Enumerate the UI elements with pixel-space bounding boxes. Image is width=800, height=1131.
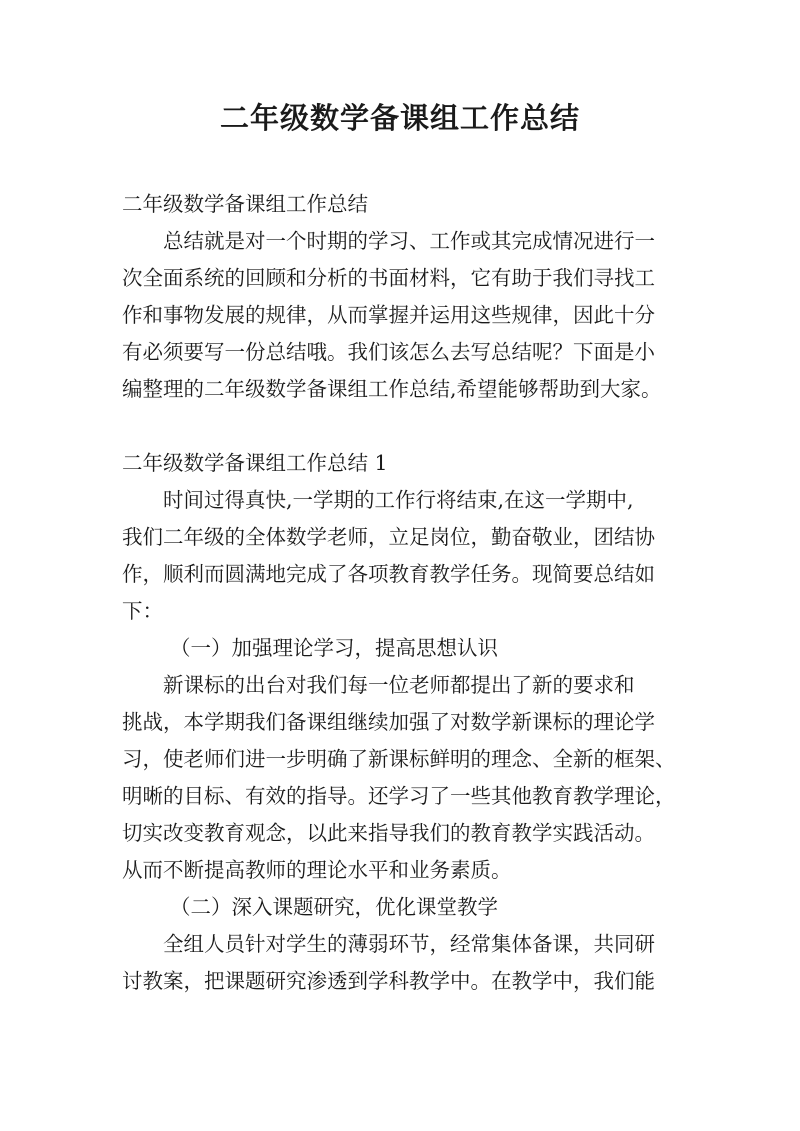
text-line: 时间过得真快,一学期的工作行将结束,在这一学期中, (163, 488, 634, 512)
text-line: 编整理的二年级数学备课组工作总结,希望能够帮助到大家。 (122, 377, 662, 401)
document-body (122, 186, 682, 1000)
text-line: 习，使老师们进一步明确了新课标鲜明的理念、全新的框架、 (122, 747, 676, 771)
text-line: 全组人员针对学生的薄弱环节，经常集体备课，共同研 (163, 932, 655, 956)
text-line: 挑战，本学期我们备课组继续加强了对数学新课标的理论学 (122, 710, 655, 734)
text-line: 作，顺利而圆满地完成了各项教育教学任务。现简要总结如 (122, 562, 655, 586)
text-line: 切实改变教育观念，以此来指导我们的教育教学实践活动。 (122, 821, 655, 845)
text-line: 二年级数学备课组工作总结 (122, 192, 368, 216)
text-line: 次全面系统的回顾和分析的书面材料，它有助于我们寻找工 (122, 266, 655, 290)
subsection-heading: （一）加强理论学习，提高思想认识 (170, 636, 498, 660)
text-line: 讨教案，把课题研究渗透到学科教学中。在教学中，我们能 (122, 969, 655, 993)
document-title: 二年级数学备课组工作总结 (219, 101, 580, 135)
text-line: 新课标的出台对我们每一位老师都提出了新的要求和 (163, 673, 635, 697)
text-line: 明晰的目标、有效的指导。还学习了一些其他教育教学理论， (122, 784, 676, 808)
subsection-heading: （二）深入课题研究，优化课堂教学 (170, 895, 498, 919)
text-line: 作和事物发展的规律，从而掌握并运用这些规律，因此十分 (122, 303, 655, 327)
text-line: 有必须要写一份总结哦。我们该怎么去写总结呢？下面是小 (122, 340, 655, 364)
text-line: 总结就是对一个时期的学习、工作或其完成情况进行一 (163, 229, 655, 253)
paragraph-gap (122, 408, 682, 445)
text-line: 下： (122, 599, 163, 623)
section-heading: 二年级数学备课组工作总结 1 (122, 451, 388, 475)
text-line: 从而不断提高教师的理论水平和业务素质。 (122, 858, 512, 882)
text-line: 我们二年级的全体数学老师，立足岗位，勤奋敬业，团结协 (122, 525, 655, 549)
